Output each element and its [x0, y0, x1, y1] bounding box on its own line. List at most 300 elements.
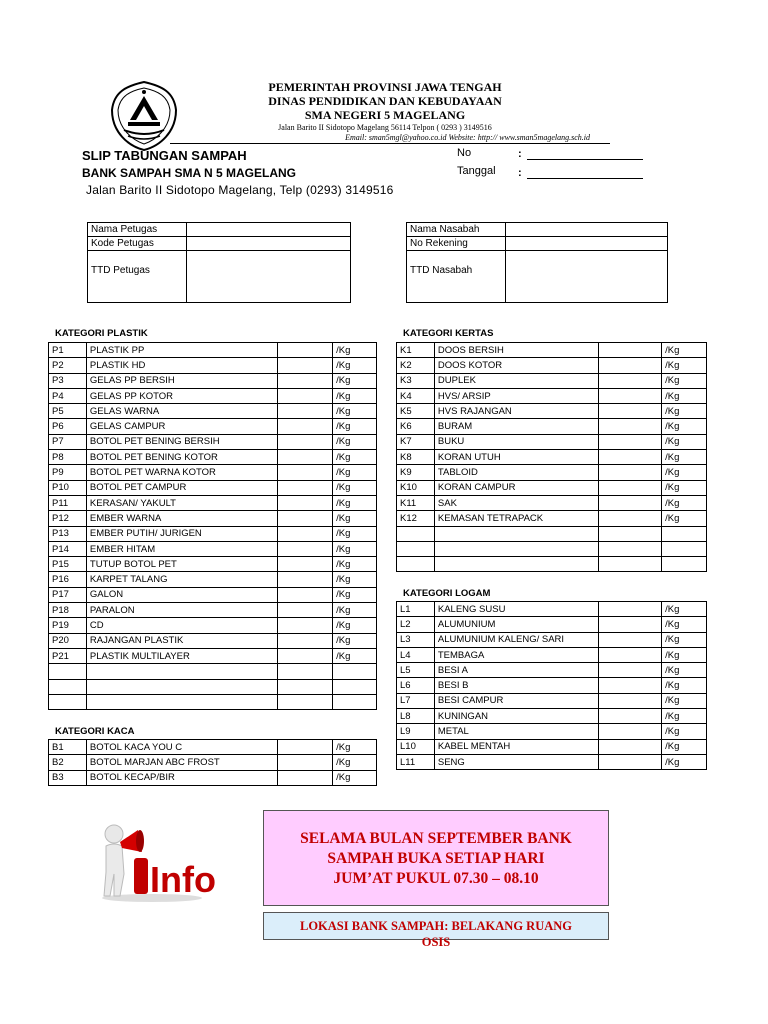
blank-cell[interactable] — [86, 679, 278, 694]
unit-label: /Kg — [662, 450, 707, 465]
item-code: L8 — [397, 709, 435, 724]
item-name: BOTOL KACA YOU C — [86, 740, 278, 755]
item-name: KABEL MENTAH — [434, 739, 598, 754]
item-code: P4 — [49, 388, 87, 403]
letterhead — [180, 80, 590, 143]
unit-label: /Kg — [333, 465, 377, 480]
weight-input[interactable] — [598, 602, 662, 617]
weight-input[interactable] — [278, 526, 333, 541]
item-code: P15 — [49, 557, 87, 572]
item-name: KORAN UTUH — [434, 450, 598, 465]
unit-label: /Kg — [662, 465, 707, 480]
item-name: GELAS WARNA — [86, 404, 278, 419]
unit-label: /Kg — [662, 358, 707, 373]
blank-cell[interactable] — [278, 664, 333, 679]
ttd-petugas-label: TTD Petugas — [88, 251, 187, 303]
table-row — [49, 358, 377, 373]
nasabah-table — [406, 222, 668, 303]
letterhead-address: Jalan Barito II Sidotopo Magelang 56114 Telpon ( 0293 ) 3149516 — [278, 123, 492, 132]
weight-input[interactable] — [278, 633, 333, 648]
notice-line2: SAMPAH BUKA SETIAP HARI — [327, 850, 545, 867]
table-row — [49, 450, 377, 465]
item-code: P9 — [49, 465, 87, 480]
weight-input[interactable] — [598, 480, 662, 495]
table-row — [397, 511, 707, 526]
blank-cell[interactable] — [397, 557, 435, 572]
notice-box — [263, 810, 609, 906]
table-row — [397, 465, 707, 480]
table-row — [397, 388, 707, 403]
unit-label: /Kg — [333, 740, 377, 755]
weight-input[interactable] — [598, 739, 662, 754]
item-name: SAK — [434, 495, 598, 510]
kaca-table — [48, 739, 377, 786]
table-row — [397, 419, 707, 434]
item-name: BOTOL PET CAMPUR — [86, 480, 278, 495]
unit-label: /Kg — [662, 663, 707, 678]
blank-cell[interactable] — [434, 526, 598, 541]
no-label: No — [457, 147, 472, 159]
item-code: P12 — [49, 511, 87, 526]
weight-input[interactable] — [598, 404, 662, 419]
item-name: ALUMUNIUM KALENG/ SARI — [434, 632, 598, 647]
table-row — [49, 541, 377, 556]
unit-label: /Kg — [333, 648, 377, 663]
item-name: KORAN CAMPUR — [434, 480, 598, 495]
blank-cell[interactable] — [662, 557, 707, 572]
item-code: L11 — [397, 754, 435, 769]
item-name: CD — [86, 618, 278, 633]
item-code: P6 — [49, 419, 87, 434]
item-code: L2 — [397, 617, 435, 632]
nama-petugas-field[interactable] — [187, 223, 351, 237]
blank-cell[interactable] — [662, 541, 707, 556]
table-row — [49, 480, 377, 495]
unit-label: /Kg — [662, 709, 707, 724]
table-row — [49, 633, 377, 648]
item-name: GELAS PP BERSIH — [86, 373, 278, 388]
item-code: K10 — [397, 480, 435, 495]
item-code: K2 — [397, 358, 435, 373]
item-code: K12 — [397, 511, 435, 526]
plastik-table — [48, 342, 377, 710]
weight-input[interactable] — [278, 388, 333, 403]
unit-label: /Kg — [662, 419, 707, 434]
weight-input[interactable] — [598, 663, 662, 678]
blank-cell[interactable] — [598, 541, 662, 556]
item-name: GELAS CAMPUR — [86, 419, 278, 434]
weight-input[interactable] — [278, 419, 333, 434]
unit-label: /Kg — [333, 572, 377, 587]
item-code: K4 — [397, 388, 435, 403]
unit-label: /Kg — [333, 480, 377, 495]
blank-cell[interactable] — [49, 679, 87, 694]
weight-input[interactable] — [278, 541, 333, 556]
item-code: L10 — [397, 739, 435, 754]
notice-line1: SELAMA BULAN SEPTEMBER BANK — [300, 830, 572, 847]
weight-input[interactable] — [598, 511, 662, 526]
table-row — [49, 572, 377, 587]
item-name: DOOS KOTOR — [434, 358, 598, 373]
blank-cell[interactable] — [86, 664, 278, 679]
slip-title: SLIP TABUNGAN SAMPAH — [82, 148, 247, 163]
unit-label: /Kg — [662, 343, 707, 358]
item-code: P13 — [49, 526, 87, 541]
item-code: L4 — [397, 647, 435, 662]
item-code: P2 — [49, 358, 87, 373]
kategori-logam-title: KATEGORI LOGAM — [403, 588, 491, 599]
unit-label: /Kg — [333, 587, 377, 602]
letterhead-government: PEMERINTAH PROVINSI JAWA TENGAH — [268, 80, 502, 94]
weight-input[interactable] — [278, 740, 333, 755]
item-code: P16 — [49, 572, 87, 587]
item-name: ALUMUNIUM — [434, 617, 598, 632]
letterhead-email: Email: sman5mgl@yahoo.co.id Website: http:// www.sman5magelang.sch.id — [345, 133, 590, 142]
weight-input[interactable] — [278, 587, 333, 602]
blank-cell[interactable] — [49, 694, 87, 709]
weight-input[interactable] — [598, 419, 662, 434]
unit-label: /Kg — [662, 754, 707, 769]
blank-cell[interactable] — [598, 526, 662, 541]
item-name: BOTOL PET BENING KOTOR — [86, 450, 278, 465]
weight-input[interactable] — [598, 709, 662, 724]
table-row — [49, 648, 377, 663]
table-row — [397, 541, 707, 556]
item-code: P19 — [49, 618, 87, 633]
location-line1: LOKASI BANK SAMPAH: BELAKANG RUANG — [299, 919, 572, 933]
item-name: BESI CAMPUR — [434, 693, 598, 708]
unit-label: /Kg — [662, 373, 707, 388]
item-code: K6 — [397, 419, 435, 434]
unit-label: /Kg — [662, 693, 707, 708]
item-code: B1 — [49, 740, 87, 755]
unit-label: /Kg — [333, 526, 377, 541]
item-name: METAL — [434, 724, 598, 739]
unit-label: /Kg — [333, 495, 377, 510]
weight-input[interactable] — [278, 450, 333, 465]
item-code: K9 — [397, 465, 435, 480]
item-code: K8 — [397, 450, 435, 465]
kategori-kertas-title: KATEGORI KERTAS — [403, 328, 494, 339]
item-name: KERASAN/ YAKULT — [86, 495, 278, 510]
item-code: L3 — [397, 632, 435, 647]
unit-label: /Kg — [662, 434, 707, 449]
item-name: GELAS PP KOTOR — [86, 388, 278, 403]
table-row — [397, 404, 707, 419]
unit-label: /Kg — [333, 557, 377, 572]
unit-label: /Kg — [333, 633, 377, 648]
item-code: K11 — [397, 495, 435, 510]
tanggal-label: Tanggal — [457, 165, 496, 177]
no-rekening-field[interactable] — [506, 237, 668, 251]
nama-nasabah-field[interactable] — [506, 223, 668, 237]
item-name: EMBER HITAM — [86, 541, 278, 556]
blank-cell[interactable] — [434, 541, 598, 556]
tanggal-colon: : — [518, 167, 522, 179]
ttd-nasabah-label: TTD Nasabah — [407, 251, 506, 303]
item-code: K3 — [397, 373, 435, 388]
table-row — [397, 602, 707, 617]
weight-input[interactable] — [278, 770, 333, 785]
unit-label: /Kg — [333, 770, 377, 785]
table-row — [49, 679, 377, 694]
item-name: KUNINGAN — [434, 709, 598, 724]
unit-label: /Kg — [333, 511, 377, 526]
unit-label: /Kg — [662, 617, 707, 632]
petugas-table — [87, 222, 351, 303]
item-code: P21 — [49, 648, 87, 663]
item-name: HVS/ ARSIP — [434, 388, 598, 403]
blank-cell[interactable] — [598, 557, 662, 572]
weight-input[interactable] — [598, 678, 662, 693]
item-name: TUTUP BOTOL PET — [86, 557, 278, 572]
info-image-text: Info — [150, 859, 216, 900]
unit-label: /Kg — [662, 739, 707, 754]
weight-input[interactable] — [278, 572, 333, 587]
blank-cell[interactable] — [662, 526, 707, 541]
item-name: PLASTIK PP — [86, 343, 278, 358]
ttd-petugas-field[interactable] — [187, 251, 351, 303]
weight-input[interactable] — [278, 465, 333, 480]
item-code: B3 — [49, 770, 87, 785]
table-row — [49, 343, 377, 358]
table-row — [49, 694, 377, 709]
item-code: P3 — [49, 373, 87, 388]
blank-cell[interactable] — [278, 694, 333, 709]
table-row — [49, 664, 377, 679]
table-row — [49, 557, 377, 572]
item-code: L9 — [397, 724, 435, 739]
unit-label: /Kg — [662, 388, 707, 403]
item-name: DOOS BERSIH — [434, 343, 598, 358]
table-row — [397, 739, 707, 754]
weight-input[interactable] — [278, 343, 333, 358]
unit-label: /Kg — [333, 419, 377, 434]
kode-petugas-label: Kode Petugas — [88, 237, 187, 251]
table-row — [397, 450, 707, 465]
unit-label: /Kg — [333, 755, 377, 770]
table-row — [49, 419, 377, 434]
ttd-nasabah-field[interactable] — [506, 251, 668, 303]
blank-cell[interactable] — [397, 541, 435, 556]
unit-label: /Kg — [662, 632, 707, 647]
megaphone-info-icon — [92, 812, 250, 904]
item-name: KALENG SUSU — [434, 602, 598, 617]
nama-nasabah-label: Nama Nasabah — [407, 223, 506, 237]
table-row — [397, 693, 707, 708]
weight-input[interactable] — [278, 557, 333, 572]
item-name: BOTOL PET BENING BERSIH — [86, 434, 278, 449]
item-name: BOTOL MARJAN ABC FROST — [86, 755, 278, 770]
item-code: K7 — [397, 434, 435, 449]
location-line2: OSIS — [421, 935, 451, 949]
weight-input[interactable] — [598, 724, 662, 739]
blank-cell[interactable] — [333, 664, 377, 679]
weight-input[interactable] — [598, 434, 662, 449]
table-row — [49, 526, 377, 541]
table-row — [397, 663, 707, 678]
table-row — [49, 603, 377, 618]
table-row — [397, 647, 707, 662]
table-row — [397, 480, 707, 495]
unit-label: /Kg — [662, 647, 707, 662]
item-name: BOTOL KECAP/BIR — [86, 770, 278, 785]
weight-input[interactable] — [278, 618, 333, 633]
unit-label: /Kg — [333, 603, 377, 618]
item-name: SENG — [434, 754, 598, 769]
weight-input[interactable] — [278, 358, 333, 373]
item-code: P8 — [49, 450, 87, 465]
table-row — [397, 617, 707, 632]
item-name: PLASTIK HD — [86, 358, 278, 373]
item-code: K5 — [397, 404, 435, 419]
weight-input[interactable] — [598, 343, 662, 358]
table-row — [397, 434, 707, 449]
item-name: HVS RAJANGAN — [434, 404, 598, 419]
table-row — [49, 587, 377, 602]
table-row — [397, 495, 707, 510]
item-code: L7 — [397, 693, 435, 708]
location-box — [263, 912, 609, 949]
letterhead-school: SMA NEGERI 5 MAGELANG — [304, 108, 466, 122]
weight-input[interactable] — [278, 603, 333, 618]
slip-address: Jalan Barito II Sidotopo Magelang, Telp (0293) 3149516 — [86, 183, 394, 197]
item-name: BUKU — [434, 434, 598, 449]
item-name: TEMBAGA — [434, 647, 598, 662]
unit-label: /Kg — [333, 434, 377, 449]
kategori-kaca-title: KATEGORI KACA — [55, 726, 135, 737]
table-row — [397, 678, 707, 693]
unit-label: /Kg — [662, 678, 707, 693]
weight-input[interactable] — [598, 693, 662, 708]
table-row — [397, 373, 707, 388]
blank-cell[interactable] — [434, 557, 598, 572]
weight-input[interactable] — [278, 373, 333, 388]
item-name: BESI B — [434, 678, 598, 693]
table-row — [49, 388, 377, 403]
table-row — [49, 465, 377, 480]
unit-label: /Kg — [333, 343, 377, 358]
table-row — [397, 709, 707, 724]
unit-label: /Kg — [662, 602, 707, 617]
table-row — [49, 755, 377, 770]
item-name: BESI A — [434, 663, 598, 678]
item-name: PARALON — [86, 603, 278, 618]
weight-input[interactable] — [598, 647, 662, 662]
item-name: BOTOL PET WARNA KOTOR — [86, 465, 278, 480]
unit-label: /Kg — [333, 450, 377, 465]
blank-cell[interactable] — [49, 664, 87, 679]
unit-label: /Kg — [662, 724, 707, 739]
table-row — [397, 632, 707, 647]
weight-input[interactable] — [278, 404, 333, 419]
table-row — [397, 526, 707, 541]
table-row — [49, 373, 377, 388]
weight-input[interactable] — [278, 755, 333, 770]
unit-label: /Kg — [662, 480, 707, 495]
no-colon: : — [518, 148, 522, 160]
kertas-table — [396, 342, 707, 572]
letterhead-divider — [170, 143, 610, 144]
weight-input[interactable] — [598, 617, 662, 632]
item-name: EMBER WARNA — [86, 511, 278, 526]
item-name: GALON — [86, 587, 278, 602]
table-row — [397, 343, 707, 358]
notice-line3: JUM’AT PUKUL 07.30 – 08.10 — [333, 870, 539, 887]
unit-label: /Kg — [333, 388, 377, 403]
weight-input[interactable] — [278, 495, 333, 510]
weight-input[interactable] — [278, 480, 333, 495]
weight-input[interactable] — [598, 388, 662, 403]
blank-cell[interactable] — [278, 679, 333, 694]
unit-label: /Kg — [662, 511, 707, 526]
blank-cell[interactable] — [333, 679, 377, 694]
unit-label: /Kg — [333, 618, 377, 633]
blank-cell[interactable] — [86, 694, 278, 709]
item-code: B2 — [49, 755, 87, 770]
item-code: P20 — [49, 633, 87, 648]
weight-input[interactable] — [598, 495, 662, 510]
kategori-plastik-title: KATEGORI PLASTIK — [55, 328, 148, 339]
weight-input[interactable] — [598, 754, 662, 769]
weight-input[interactable] — [598, 632, 662, 647]
unit-label: /Kg — [662, 404, 707, 419]
weight-input[interactable] — [598, 358, 662, 373]
table-row — [397, 724, 707, 739]
unit-label: /Kg — [333, 373, 377, 388]
item-name: TABLOID — [434, 465, 598, 480]
no-rekening-label: No Rekening — [407, 237, 506, 251]
tanggal-field[interactable] — [527, 178, 643, 179]
table-row — [49, 618, 377, 633]
table-row — [49, 740, 377, 755]
item-name: PLASTIK MULTILAYER — [86, 648, 278, 663]
item-code: L6 — [397, 678, 435, 693]
unit-label: /Kg — [333, 358, 377, 373]
unit-label: /Kg — [662, 495, 707, 510]
weight-input[interactable] — [598, 450, 662, 465]
item-name: RAJANGAN PLASTIK — [86, 633, 278, 648]
item-code: L5 — [397, 663, 435, 678]
logam-table — [396, 601, 707, 770]
unit-label: /Kg — [333, 404, 377, 419]
weight-input[interactable] — [278, 434, 333, 449]
no-field[interactable] — [527, 159, 643, 160]
item-code: P11 — [49, 495, 87, 510]
item-name: BURAM — [434, 419, 598, 434]
weight-input[interactable] — [598, 465, 662, 480]
item-name: KARPET TALANG — [86, 572, 278, 587]
weight-input[interactable] — [278, 511, 333, 526]
table-row — [397, 358, 707, 373]
item-code: P14 — [49, 541, 87, 556]
table-row — [49, 770, 377, 785]
kode-petugas-field[interactable] — [187, 237, 351, 251]
table-row — [397, 557, 707, 572]
table-row — [49, 495, 377, 510]
item-code: P1 — [49, 343, 87, 358]
item-name: EMBER PUTIH/ JURIGEN — [86, 526, 278, 541]
item-code: P7 — [49, 434, 87, 449]
blank-cell[interactable] — [333, 694, 377, 709]
item-code: L1 — [397, 602, 435, 617]
item-code: P10 — [49, 480, 87, 495]
table-row — [49, 404, 377, 419]
weight-input[interactable] — [278, 648, 333, 663]
nama-petugas-label: Nama Petugas — [88, 223, 187, 237]
blank-cell[interactable] — [397, 526, 435, 541]
weight-input[interactable] — [598, 373, 662, 388]
